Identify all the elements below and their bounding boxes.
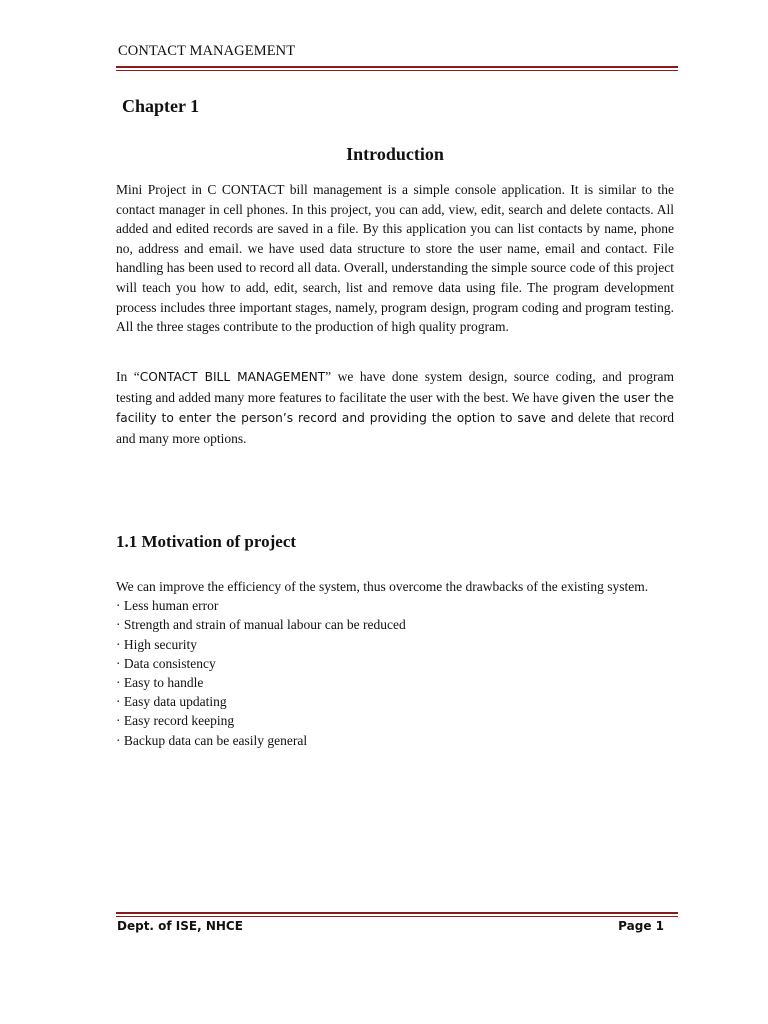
motivation-body	[116, 577, 674, 750]
list-item: · Easy data updating	[116, 694, 227, 710]
list-item: · High security	[116, 636, 197, 652]
intro-paragraph-1: Mini Project in C CONTACT bill management is a simple console application. It is similar to the contact manager in cell phones. In this project, you can add, view, edit, search and delete contacts. All added and edited records are saved in a file. By this application you can list contacts by name, phone no, address and email. we have used data structure to store the user name, email and contact. File handling has been used to record all data. Overall, understanding the simple source code of this project will teach you how to add, edit, search, list and remove data using file. The program development process includes three important stages, namely, program design, program coding and program testing. All the three stages contribute to the production of high quality program.	[116, 182, 674, 335]
list-item: · Easy to handle	[116, 675, 204, 691]
chapter-label: Chapter 1	[122, 96, 200, 116]
intro-paragraph-2-mid: ” we have done system design, source coding, and program testing and added many more features to facilitate the user with the best. We have	[116, 369, 674, 405]
intro-paragraph-2-sans: given the user the facility to enter the person’s record and providing the option to save and	[116, 390, 674, 426]
intro-paragraph-2-end: delete that record and many more options.	[116, 410, 674, 446]
motivation-bullet-list	[116, 596, 674, 750]
intro-paragraph-2	[116, 367, 674, 448]
list-item: · Data consistency	[116, 655, 216, 671]
header-rule-thick	[116, 66, 678, 68]
footer-department: Dept. of ISE, NHCE	[117, 919, 243, 933]
list-item: · Backup data can be easily general	[116, 732, 308, 748]
project-name: CONTACT BILL MANAGEMENT	[139, 370, 326, 384]
header-rule-thin	[116, 70, 678, 71]
footer-page-number: Page 1	[618, 919, 664, 933]
motivation-intro: We can improve the efficiency of the system, thus overcome the drawbacks of the existing system.	[116, 579, 649, 594]
list-item: · Strength and strain of manual labour can be reduced	[116, 617, 406, 633]
section-title: Introduction	[346, 144, 444, 164]
footer-rule-thick	[116, 912, 678, 914]
list-item: · Less human error	[116, 598, 219, 614]
motivation-heading: 1.1 Motivation of project	[116, 532, 297, 551]
list-item: · Easy record keeping	[116, 713, 235, 729]
intro-paragraph-2-prefix: In “	[116, 369, 140, 384]
footer-rule-thin	[116, 916, 678, 917]
running-header: CONTACT MANAGEMENT	[118, 43, 296, 59]
